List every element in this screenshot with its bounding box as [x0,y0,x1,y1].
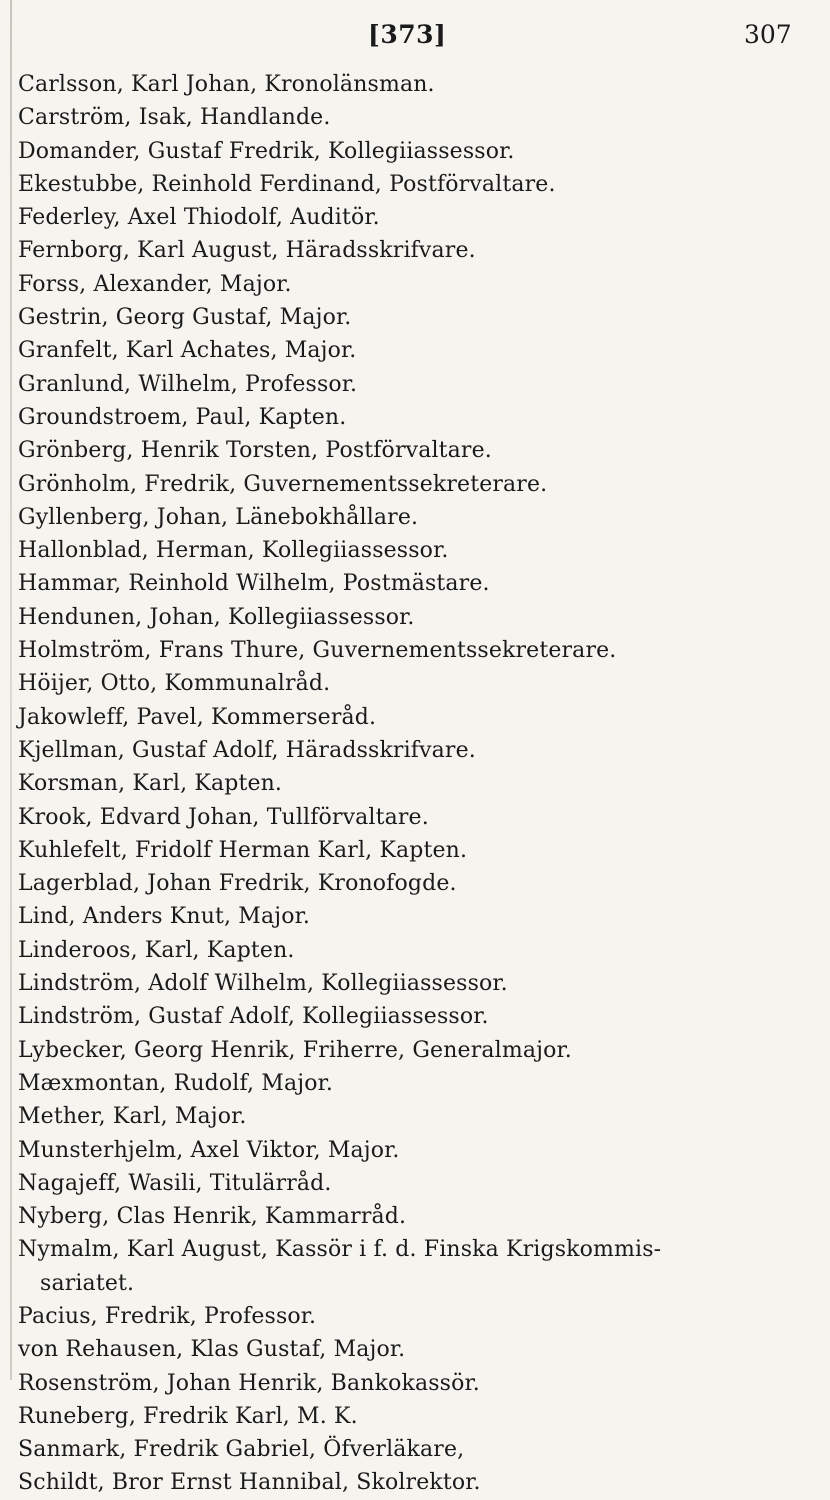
list-item: Mether, Karl, Major. [18,1104,247,1130]
list-item: Höijer, Otto, Kommunalråd. [18,671,331,697]
list-item: Pacius, Fredrik, Professor. [18,1303,317,1329]
list-item: Federley, Axel Thiodolf, Auditör. [18,205,380,231]
list-item: Korsman, Karl, Kapten. [18,771,283,797]
list-item-wrapped [18,1233,818,1300]
list-item: Lindström, Adolf Wilhelm, Kollegiiassessor. [18,971,508,997]
list-item: Carlsson, Karl Johan, Kronolänsman. [18,72,435,97]
list-item: Grönberg, Henrik Torsten, Postförvaltare. [18,438,492,464]
list-item: Hallonblad, Herman, Kollegiiassessor. [18,538,449,564]
list-item: Schildt, Bror Ernst Hannibal, Skolrektor. [18,1470,481,1496]
bracket-page-number: [373] [368,20,447,49]
list-item: Rosenström, Johan Henrik, Bankokassör. [18,1370,480,1396]
list-item: Kjellman, Gustaf Adolf, Häradsskrifvare. [18,737,476,763]
list-item: Lybecker, Georg Henrik, Friherre, Generalmajor. [18,1037,572,1063]
list-item: Kuhlefelt, Fridolf Herman Karl, Kapten. [18,837,468,863]
page-gutter-line [10,0,12,1380]
list-item: Domander, Gustaf Fredrik, Kollegiiassessor. [18,138,515,164]
list-item: Lind, Anders Knut, Major. [18,904,310,930]
list-item: Gyllenberg, Johan, Länebokhållare. [18,504,419,530]
list-item: Forss, Alexander, Major. [18,271,292,297]
list-item: Lagerblad, Johan Fredrik, Kronofogde. [18,871,457,897]
list-item: Groundstroem, Paul, Kapten. [18,404,347,430]
name-list [18,68,818,1500]
list-item: Carström, Isak, Handlande. [18,105,331,131]
list-item: Fernborg, Karl August, Häradsskrifvare. [18,238,476,264]
list-item: Sanmark, Fredrik Gabriel, Öfverläkare, [18,1437,465,1463]
list-item: Hammar, Reinhold Wilhelm, Postmästare. [18,571,490,597]
list-item: Nyberg, Clas Henrik, Kammarråd. [18,1204,407,1230]
list-item: Hendunen, Johan, Kollegiiassessor. [18,604,415,630]
page-number: 307 [744,20,792,49]
list-item: Nagajeff, Wasili, Titulärråd. [18,1170,332,1196]
list-item: Granfelt, Karl Achates, Major. [18,338,357,364]
list-item: Runeberg, Fredrik Karl, M. K. [18,1403,358,1429]
list-item: Linderoos, Karl, Kapten. [18,937,295,963]
list-item: Holmström, Frans Thure, Guvernementssekreterare. [18,638,617,664]
list-item: Krook, Edvard Johan, Tullförvaltare. [18,804,429,830]
list-item: Grönholm, Fredrik, Guvernementssekreterare. [18,471,548,497]
list-item: Granlund, Wilhelm, Professor. [18,371,358,397]
list-item-continuation: sariatet. [40,1270,135,1296]
list-item-line: Nymalm, Karl August, Kassör i f. d. Finska Krigskommis- [18,1237,662,1263]
list-item: Ekestubbe, Reinhold Ferdinand, Postförvaltare. [18,171,556,197]
list-item: von Rehausen, Klas Gustaf, Major. [18,1337,406,1363]
list-item: Mæxmontan, Rudolf, Major. [18,1070,333,1096]
list-item: Jakowleff, Pavel, Kommerseråd. [18,704,377,730]
list-item: Lindström, Gustaf Adolf, Kollegiiassessor. [18,1004,489,1030]
list-item: Gestrin, Georg Gustaf, Major. [18,305,352,331]
list-item: Munsterhjelm, Axel Viktor, Major. [18,1137,400,1163]
